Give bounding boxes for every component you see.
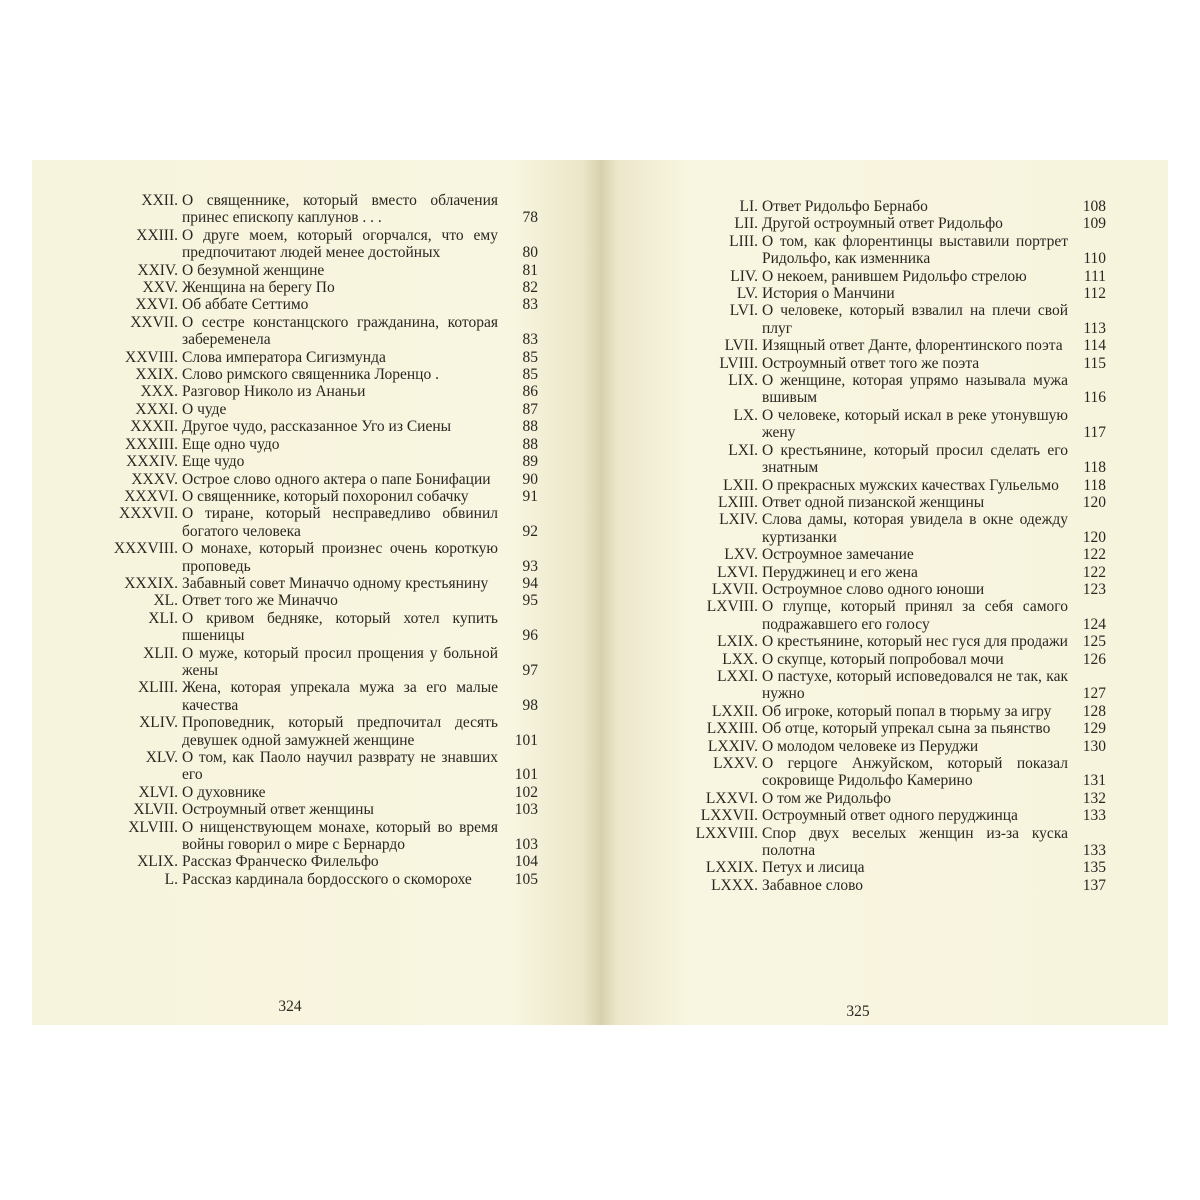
chapter-page: 97 xyxy=(522,661,538,679)
chapter-page: 88 xyxy=(522,418,538,436)
chapter-page: 101 xyxy=(514,766,538,784)
chapter-number: XXIX. xyxy=(135,366,178,384)
chapter-title: Об игроке, который попал в тюрьму за игру xyxy=(762,702,1052,720)
toc-entry xyxy=(32,262,600,279)
chapter-page: 133 xyxy=(1082,842,1106,860)
toc-entry xyxy=(600,859,1168,876)
chapter-number: XLII. xyxy=(143,644,178,662)
chapter-number: XXXVIII. xyxy=(113,540,178,558)
toc-entry xyxy=(600,755,1168,790)
chapter-title: О человеке, который искал в реке утонувшую жену xyxy=(762,406,1068,442)
toc-entry xyxy=(600,198,1168,215)
chapter-page: 114 xyxy=(1083,337,1106,355)
chapter-number: LXXX. xyxy=(711,876,758,894)
chapter-page: 95 xyxy=(522,592,538,610)
toc-entry xyxy=(600,442,1168,477)
toc-entry xyxy=(32,383,600,400)
chapter-page: 91 xyxy=(522,487,538,505)
chapter-number: XXVIII. xyxy=(125,348,178,366)
chapter-number: LIII. xyxy=(729,232,758,250)
chapter-number: XXV. xyxy=(142,279,178,297)
chapter-number: LXXIX. xyxy=(705,859,758,877)
chapter-page: 129 xyxy=(1082,720,1106,738)
chapter-title: Слова дамы, которая увидела в окне одежду куртизанки xyxy=(762,511,1068,546)
chapter-page: 86 xyxy=(522,383,538,401)
chapter-title: Рассказ Франческо Филельфо xyxy=(182,853,379,871)
chapter-title: О безумной женщине xyxy=(182,261,325,279)
chapter-number: LXI. xyxy=(728,441,758,459)
toc-entry xyxy=(600,633,1168,650)
chapter-title: О герцоге Анжуйском, который показал сокровище Ридольфо Камерино xyxy=(762,755,1068,790)
chapter-title: Ответ Ридольфо Бернабо xyxy=(762,198,928,215)
toc-entry xyxy=(600,372,1168,407)
chapter-number: XXIII. xyxy=(136,226,178,244)
chapter-page: 112 xyxy=(1083,285,1106,303)
chapter-number: LXIX. xyxy=(717,633,758,651)
chapter-title: О глупце, который принял за себя самого подражавшего его голосу xyxy=(762,598,1068,633)
chapter-page: 85 xyxy=(522,366,538,384)
toc-entry xyxy=(32,488,600,505)
chapter-number: LXXII. xyxy=(711,702,758,720)
chapter-title: Разговор Николо из Ананьи xyxy=(182,383,366,401)
toc-entry xyxy=(32,192,600,227)
chapter-page: 124 xyxy=(1082,615,1106,633)
chapter-page: 96 xyxy=(522,627,538,645)
chapter-number: LXXIII. xyxy=(706,720,758,738)
chapter-title: Об аббате Сеттимо xyxy=(182,296,309,314)
left-page xyxy=(32,160,600,1025)
chapter-title: Остроумный ответ того же поэта xyxy=(762,354,980,372)
toc-entry xyxy=(600,233,1168,268)
chapter-page: 109 xyxy=(1082,215,1106,233)
chapter-title: О священнике, который похоронил собачку xyxy=(182,487,469,505)
chapter-number: L. xyxy=(164,870,178,888)
chapter-page: 83 xyxy=(522,296,538,314)
toc-entry xyxy=(600,268,1168,285)
toc-entry xyxy=(32,366,600,383)
toc-entry xyxy=(32,540,600,575)
chapter-page: 94 xyxy=(522,574,538,592)
chapter-page: 133 xyxy=(1082,807,1106,825)
toc-entry xyxy=(32,227,600,262)
chapter-number: LXXI. xyxy=(717,667,758,685)
chapter-page: 118 xyxy=(1083,459,1106,477)
chapter-title: О крестьянине, который просил сделать его знатным xyxy=(762,441,1068,477)
chapter-title: Остроумный ответ одного перуджинца xyxy=(762,807,1018,825)
chapter-page: 116 xyxy=(1083,389,1106,407)
chapter-title: О сестре констанцского гражданина, которая забеременела xyxy=(182,313,498,349)
toc-entry xyxy=(600,651,1168,668)
chapter-title: Рассказ кардинала бордосского о скоморохе xyxy=(182,870,472,888)
chapter-number: XXXIV. xyxy=(126,453,178,471)
toc-entry xyxy=(32,871,600,888)
chapter-page: 120 xyxy=(1082,528,1106,546)
book-spread xyxy=(32,160,1168,1025)
chapter-number: XXII. xyxy=(141,192,178,209)
chapter-page: 113 xyxy=(1083,319,1106,337)
chapter-page: 82 xyxy=(522,279,538,297)
chapter-number: XXXI. xyxy=(135,400,178,418)
chapter-page: 137 xyxy=(1082,876,1106,894)
chapter-title: О некоем, ранившем Ридольфо стрелою xyxy=(762,267,1027,285)
chapter-title: Перуджинец и его жена xyxy=(762,563,918,581)
chapter-page: 135 xyxy=(1082,859,1106,877)
chapter-number: LIV. xyxy=(730,267,758,285)
toc-entry xyxy=(32,749,600,784)
chapter-title: О кривом бедняке, который хотел купить пшеницы xyxy=(182,609,498,645)
chapter-page: 132 xyxy=(1082,789,1106,807)
chapter-title: О нищенствующем монахе, который во время войны говорил о мире с Бернардо xyxy=(182,818,498,854)
chapter-title: О человеке, который взвалил на плечи свой плуг xyxy=(762,302,1068,337)
chapter-title: Еще чудо xyxy=(182,453,245,471)
chapter-title: Острое слово одного актера о папе Бонифации xyxy=(182,470,491,488)
chapter-page: 130 xyxy=(1082,737,1106,755)
chapter-number: XXVII. xyxy=(130,313,178,331)
chapter-number: LIX. xyxy=(728,372,758,390)
toc-entry xyxy=(32,471,600,488)
chapter-page: 127 xyxy=(1082,685,1106,703)
chapter-page: 131 xyxy=(1082,772,1106,790)
page-number-left: 324 xyxy=(278,998,302,1015)
chapter-number: XXVI. xyxy=(135,296,178,314)
chapter-number: XXXV. xyxy=(131,470,178,488)
toc-entry xyxy=(32,401,600,418)
chapter-number: LXVII. xyxy=(711,580,758,598)
toc-entry xyxy=(600,546,1168,563)
toc-entry xyxy=(600,877,1168,894)
toc-entry xyxy=(32,645,600,680)
chapter-page: 105 xyxy=(514,870,538,888)
chapter-number: XLVIII. xyxy=(128,818,178,836)
toc-list-right xyxy=(600,198,1168,894)
chapter-title: Изящный ответ Данте, флорентинского поэта xyxy=(762,337,1063,355)
chapter-title: Женщина на берегу По xyxy=(182,279,335,297)
toc-entry xyxy=(600,494,1168,511)
chapter-title: Остроумный ответ женщины xyxy=(182,801,374,819)
toc-entry xyxy=(600,407,1168,442)
chapter-page: 80 xyxy=(522,244,538,262)
chapter-title: О скупце, который попробовал мочи xyxy=(762,650,1004,668)
chapter-page: 104 xyxy=(514,853,538,871)
toc-entry xyxy=(600,302,1168,337)
toc-entry xyxy=(32,505,600,540)
chapter-number: XXXIII. xyxy=(125,435,178,453)
toc-entry xyxy=(600,703,1168,720)
chapter-title: О чуде xyxy=(182,400,227,418)
chapter-title: Забавный совет Миначчо одному крестьянину xyxy=(182,574,489,592)
chapter-number: LVII. xyxy=(724,337,758,355)
chapter-number: XXXVII. xyxy=(119,505,178,523)
chapter-number: XXXII. xyxy=(130,418,178,436)
chapter-page: 103 xyxy=(514,836,538,854)
toc-entry xyxy=(32,784,600,801)
chapter-title: О женщине, которая упрямо называла мужа вшивым xyxy=(762,372,1068,407)
chapter-number: LXVIII. xyxy=(706,598,758,616)
chapter-page: 93 xyxy=(522,557,538,575)
chapter-page: 128 xyxy=(1082,702,1106,720)
chapter-number: XLVI. xyxy=(138,783,178,801)
chapter-number: XLIV. xyxy=(139,714,178,732)
toc-entry xyxy=(600,564,1168,581)
chapter-number: LX. xyxy=(733,406,758,424)
chapter-title: Остроумное слово одного юноши xyxy=(762,580,985,598)
chapter-page: 110 xyxy=(1083,250,1106,268)
chapter-title: Петух и лисица xyxy=(762,859,865,877)
chapter-title: Ответ одной пизанской женщины xyxy=(762,493,985,511)
chapter-page: 117 xyxy=(1083,424,1106,442)
toc-list-left xyxy=(32,192,600,888)
chapter-title: Забавное слово xyxy=(762,876,864,894)
chapter-number: LVI. xyxy=(729,302,758,320)
chapter-page: 83 xyxy=(522,331,538,349)
chapter-title: История о Манчини xyxy=(762,285,895,303)
chapter-number: LXXVII. xyxy=(700,807,758,825)
chapter-number: XXIV. xyxy=(137,261,178,279)
toc-entry xyxy=(600,807,1168,824)
chapter-page: 126 xyxy=(1082,650,1106,668)
chapter-number: XXXVI. xyxy=(124,487,178,505)
toc-entry xyxy=(600,738,1168,755)
chapter-page: 125 xyxy=(1082,633,1106,651)
chapter-title: О монахе, который произнес очень короткую проповедь xyxy=(182,540,498,575)
chapter-title: О крестьянине, который нес гуся для продажи xyxy=(762,633,1068,651)
toc-entry xyxy=(600,581,1168,598)
chapter-page: 87 xyxy=(522,400,538,418)
chapter-page: 122 xyxy=(1082,563,1106,581)
toc-entry xyxy=(32,296,600,313)
toc-entry xyxy=(600,215,1168,232)
toc-entry xyxy=(600,598,1168,633)
chapter-number: XL. xyxy=(153,592,178,610)
toc-entry xyxy=(600,477,1168,494)
chapter-title: О священнике, который вместо облачения принес епископу каплунов . . . xyxy=(182,192,498,227)
chapter-page: 111 xyxy=(1083,267,1106,285)
chapter-number: LII. xyxy=(734,215,758,233)
chapter-page: 92 xyxy=(522,522,538,540)
chapter-number: LXXIV. xyxy=(707,737,758,755)
chapter-page: 103 xyxy=(514,801,538,819)
toc-entry xyxy=(600,285,1168,302)
chapter-number: LXII. xyxy=(723,476,758,494)
chapter-number: LXXVIII. xyxy=(695,824,758,842)
toc-entry xyxy=(600,825,1168,860)
chapter-page: 108 xyxy=(1082,198,1106,215)
chapter-page: 118 xyxy=(1083,476,1106,494)
chapter-page: 101 xyxy=(514,731,538,749)
chapter-title: О муже, который просил прощения у больной жены xyxy=(182,644,498,679)
chapter-number: XLV. xyxy=(145,749,178,766)
chapter-title: Спор двух веселых женщин из-за куска полотна xyxy=(762,824,1068,860)
toc-entry xyxy=(32,349,600,366)
chapter-page: 123 xyxy=(1082,580,1106,598)
toc-entry xyxy=(32,714,600,749)
chapter-title: О друге моем, который огорчался, что ему предпочитают людей менее достойных xyxy=(182,226,498,262)
toc-entry xyxy=(32,279,600,296)
toc-entry xyxy=(600,355,1168,372)
toc-entry xyxy=(32,592,600,609)
chapter-number: XLI. xyxy=(148,609,178,627)
chapter-page: 98 xyxy=(522,696,538,714)
chapter-number: XXXIX. xyxy=(124,574,178,592)
toc-entry xyxy=(32,453,600,470)
toc-entry xyxy=(32,679,600,714)
page-number-right: 325 xyxy=(846,1003,870,1020)
chapter-number: XLIX. xyxy=(137,853,178,871)
chapter-number: LXV. xyxy=(724,546,758,564)
toc-entry xyxy=(32,853,600,870)
toc-entry xyxy=(32,436,600,453)
toc-entry xyxy=(32,610,600,645)
chapter-title: Слово римского священника Лоренцо . xyxy=(182,366,439,384)
chapter-number: LI. xyxy=(739,198,758,215)
chapter-number: XLVII. xyxy=(133,801,178,819)
chapter-title: Об отце, который упрекал сына за пьянство xyxy=(762,720,1051,738)
chapter-title: Жена, которая упрекала мужа за его малые качества xyxy=(182,679,498,714)
toc-entry xyxy=(32,418,600,435)
chapter-number: LXIII. xyxy=(717,493,758,511)
right-page xyxy=(600,160,1168,1025)
chapter-title: Слова императора Сигизмунда xyxy=(182,348,386,366)
chapter-title: Другой остроумный ответ Ридольфо xyxy=(762,215,1003,233)
chapter-title: О том же Ридольфо xyxy=(762,789,891,807)
chapter-title: О молодом человеке из Перуджи xyxy=(762,737,979,755)
chapter-number: XLIII. xyxy=(137,679,178,697)
chapter-page: 90 xyxy=(522,470,538,488)
toc-entry xyxy=(600,720,1168,737)
toc-entry xyxy=(32,314,600,349)
chapter-number: LXIV. xyxy=(719,511,758,529)
chapter-number: LXXV. xyxy=(713,755,758,772)
chapter-title: О прекрасных мужских качествах Гульельмо xyxy=(762,476,1059,494)
chapter-number: LVIII. xyxy=(719,354,758,372)
chapter-title: О тиране, который несправедливо обвинил богатого человека xyxy=(182,505,498,540)
toc-entry xyxy=(600,790,1168,807)
chapter-title: Ответ того же Миначчо xyxy=(182,592,338,610)
chapter-page: 102 xyxy=(514,783,538,801)
chapter-title: Проповедник, который предпочитал десять девушек одной замужней женщине xyxy=(182,714,498,749)
chapter-title: О том, как Паоло научил разврату не знавших его xyxy=(182,749,498,784)
toc-entry xyxy=(600,511,1168,546)
chapter-title: Еще одно чудо xyxy=(182,435,280,453)
toc-entry xyxy=(600,668,1168,703)
chapter-page: 122 xyxy=(1082,546,1106,564)
chapter-page: 85 xyxy=(522,348,538,366)
chapter-page: 115 xyxy=(1083,354,1106,372)
chapter-page: 88 xyxy=(522,435,538,453)
chapter-number: LXXVI. xyxy=(705,789,758,807)
chapter-title: Остроумное замечание xyxy=(762,546,914,564)
chapter-page: 78 xyxy=(522,209,538,227)
chapter-page: 89 xyxy=(522,453,538,471)
toc-entry xyxy=(600,337,1168,354)
chapter-number: LXX. xyxy=(722,650,758,668)
chapter-title: О пастухе, который исповедовался не так, как нужно xyxy=(762,667,1068,703)
chapter-number: LXVI. xyxy=(717,563,758,581)
chapter-number: LV. xyxy=(736,285,758,303)
chapter-title: Другое чудо, рассказанное Уго из Сиены xyxy=(182,418,452,436)
chapter-number: XXX. xyxy=(140,383,178,401)
toc-entry xyxy=(32,801,600,818)
chapter-title: О духовнике xyxy=(182,783,266,801)
chapter-title: О том, как флорентинцы выставили портрет Ридольфо, как изменника xyxy=(762,232,1068,268)
chapter-page: 120 xyxy=(1082,493,1106,511)
toc-entry xyxy=(32,819,600,854)
toc-entry xyxy=(32,575,600,592)
chapter-page: 81 xyxy=(522,261,538,279)
